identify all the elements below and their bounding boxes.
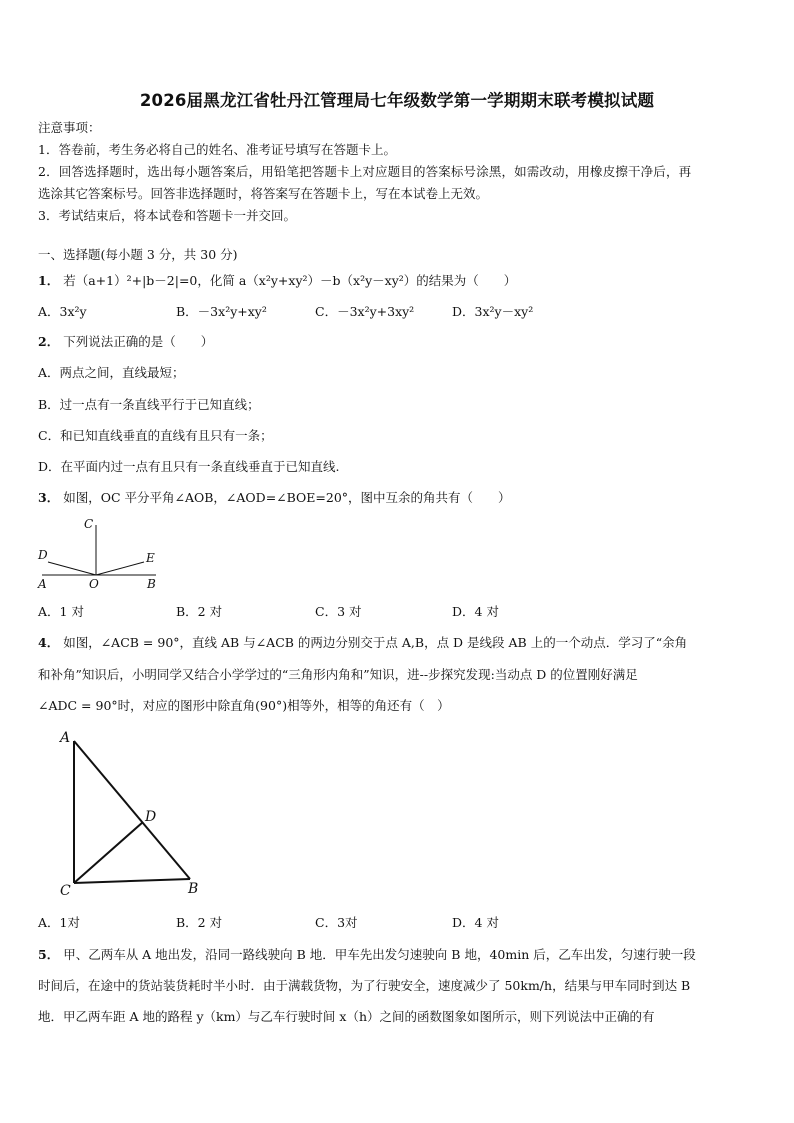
notice-item: 1．答卷前，考生务必将自己的姓名、准考证号填写在答题卡上。 [38,142,396,157]
question-4 [38,634,687,652]
notice-item: 选涂其它答案标号。回答非选择题时，将答案写在答题卡上，写在本试卷上无效。 [38,186,489,201]
choice-d: D．4 对 [452,915,499,930]
notice-item: 3．考试结束后，将本试卷和答题卡一并交回。 [38,208,296,223]
choice-a: A．3x²y [38,304,87,319]
segment-cb [74,879,190,883]
question-2 [38,333,213,351]
angle-figure [34,515,164,595]
label-a: A [38,577,47,591]
segment-ab [74,741,190,879]
option-d: D．在平面内过一点有且只有一条直线垂直于已知直线. [38,459,340,474]
label-c: C [84,517,94,531]
label-o: O [89,577,99,591]
triangle-figure [55,725,215,900]
ray-od [48,562,96,575]
choice-b: B．－3x²y+xy² [176,304,267,319]
label-d: D [38,548,48,562]
label-c: C [60,883,71,899]
option-a: A．两点之间，直线最短； [38,365,185,380]
choice-c: C．－3x²y+3xy² [315,304,415,319]
choice-c: C．3 对 [315,604,362,619]
section-heading: 一、选择题(每小题 3 分，共 30 分) [38,247,238,262]
label-b: B [188,881,199,897]
option-b: B．过一点有一条直线平行于已知直线； [38,397,260,412]
segment-cd [74,822,143,883]
question-stem: 如图，OC 平分平角∠AOB，∠AOD=∠BOE=20°，图中互余的角共有（ ） [63,490,511,505]
question-stem-line: 时间后，在途中的货站装货耗时半小时．由于满载货物，为了行驶安全，速度减少了 50km/h，结果与甲车同时到达 B [38,978,691,993]
question-number: 4． [38,635,60,650]
question-number: 1． [38,273,60,288]
question-stem-line: 地．甲乙两车距 A 地的路程 y（km）与乙车行驶时间 x（h）之间的函数图象如图所示，则下列说法中正确的有 [38,1009,655,1024]
label-e: E [146,551,155,565]
choice-a: A．1 对 [38,604,84,619]
label-d: D [145,809,157,825]
question-3 [38,489,511,507]
question-stem-line: ∠ADC = 90°时，对应的图形中除直角(90°)相等外，相等的角还有（ ） [38,698,450,713]
notice-heading: 注意事项： [38,120,101,135]
option-c: C．和已知直线垂直的直线有且只有一条； [38,428,273,443]
label-b: B [147,577,156,591]
ray-oe [96,562,144,575]
question-stem-line: 如图，∠ACB = 90°，直线 AB 与∠ACB 的两边分别交于点 A,B，点 D 是线段 AB 上的一个动点．学习了“余角 [63,635,688,650]
question-5 [38,946,696,964]
choice-a: A．1对 [38,915,80,930]
question-number: 3． [38,490,60,505]
question-stem: 下列说法正确的是（ ） [63,334,214,349]
choice-b: B．2 对 [176,604,223,619]
choice-d: D．4 对 [452,604,499,619]
label-a: A [60,730,71,746]
question-stem-line: 和补角”知识后，小明同学又结合小学学过的“三角形内角和”知识，进--步探究发现:当动点 D 的位置刚好满足 [38,667,638,682]
choice-c: C．3对 [315,915,358,930]
choice-b: B．2 对 [176,915,223,930]
question-number: 5． [38,947,60,962]
question-stem-line: 甲、乙两车从 A 地出发，沿同一路线驶向 B 地．甲车先出发匀速驶向 B 地，40min 后，乙车出发，匀速行驶一段 [63,947,696,962]
notice-item: 2．回答选择题时，选出每小题答案后，用铅笔把答题卡上对应题目的答案标号涂黑，如需改动，用橡皮擦干净后，再 [38,164,692,179]
question-1 [38,272,516,290]
question-number: 2． [38,334,60,349]
page-title: 2026届黑龙江省牡丹江管理局七年级数学第一学期期末联考模拟试题 [139,91,655,110]
choice-d: D．3x²y－xy² [452,304,534,319]
question-stem: 若（a+1）²+|b－2|=0，化简 a（x²y+xy²）－b（x²y－xy²）的结果为（ ） [63,273,517,288]
